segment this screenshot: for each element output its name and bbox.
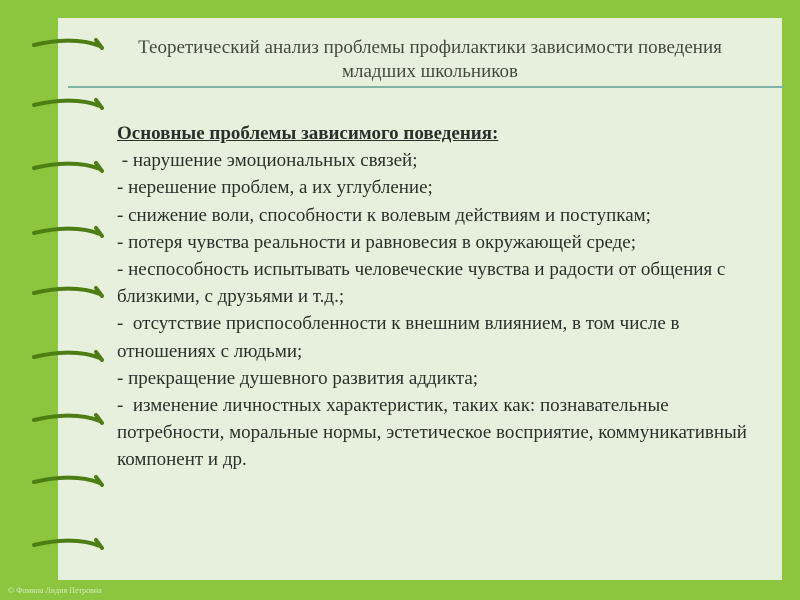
notebook-ring-icon — [34, 415, 102, 423]
notebook-ring-icon — [34, 477, 102, 485]
list-item: - отсутствие приспособленности к внешним влиянием, в том числе в отношениях с людьми; — [117, 313, 685, 362]
list-item: - изменение личностных характеристик, таких как: познавательные потребности, моральные нормы, эстетическое восприятие, коммуникативный компонент и др. — [117, 395, 752, 471]
author-watermark: © Фомина Лидия Петровна — [8, 586, 102, 595]
list-item: - нарушение эмоциональных связей; — [117, 150, 418, 172]
notebook-ring-icon — [34, 288, 102, 296]
notebook-ring-icon — [34, 228, 102, 236]
notebook-ring-icon — [34, 163, 102, 171]
notebook-rings — [0, 0, 110, 600]
slide-title: Теоретический анализ проблемы профилактики зависимости поведения младших школьников — [138, 37, 722, 82]
content-heading: Основные проблемы зависимого поведения: — [117, 123, 499, 144]
notebook-ring-icon — [34, 352, 102, 360]
list-item: - неспособность испытывать человеческие чувства и радости от общения с близкими, с друзьями и т.д.; — [117, 259, 731, 308]
list-item: - прекращение душевного развития аддикта; — [117, 367, 479, 389]
notebook-ring-icon — [34, 100, 102, 108]
list-item: - нерешение проблем, а их углубление; — [117, 177, 433, 199]
notebook-ring-icon — [34, 40, 102, 48]
title-divider — [68, 86, 784, 88]
list-item: - потеря чувства реальности и равновесия в окружающей среде; — [117, 231, 637, 253]
slide-content — [117, 120, 767, 474]
list-item: - снижение воли, способности к волевым действиям и поступкам; — [117, 204, 651, 226]
notebook-ring-icon — [34, 540, 102, 548]
